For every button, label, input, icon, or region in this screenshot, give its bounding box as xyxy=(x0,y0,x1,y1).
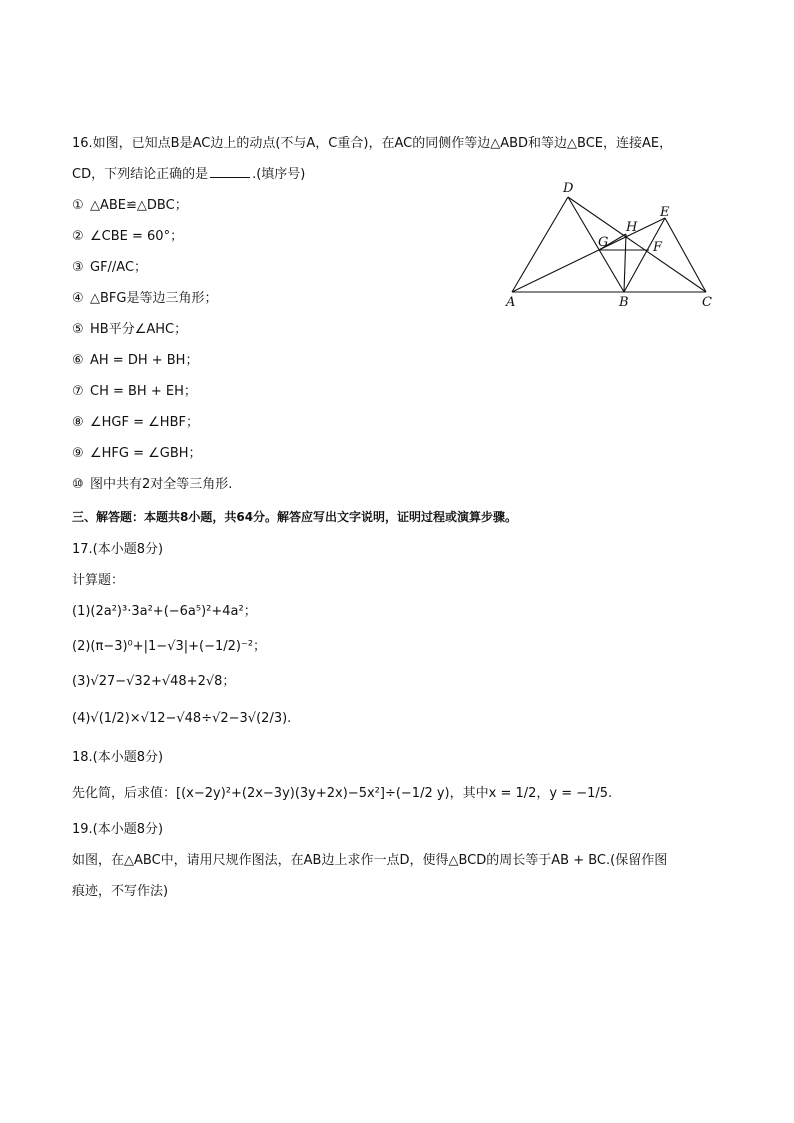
section-3-heading: 三、解答题：本题共8小题，共64分。解答应写出文字说明，证明过程或演算步骤。 xyxy=(72,510,518,524)
q16-line2-text: CD，下列结论正确的是 xyxy=(72,167,209,182)
segment-db xyxy=(568,197,624,292)
statement-10-text: 图中共有2对全等三角形. xyxy=(90,477,233,492)
q18-head: 18.(本小题8分) xyxy=(72,750,164,765)
q19-line1: 如图，在△ABC中，请用尺规作图法，在AB边上求作一点D，使得△BCD的周长等于AB + BC.(保留作图 xyxy=(72,853,668,868)
statement-5-text: HB平分∠AHC； xyxy=(90,322,188,337)
label-e: E xyxy=(660,205,670,220)
label-a: A xyxy=(506,295,516,310)
q16-line2-tail: .(填序号) xyxy=(252,167,306,182)
q16-line2 xyxy=(72,165,305,185)
statement-7: ⑦ xyxy=(72,384,84,399)
statement-8: ⑧ xyxy=(72,415,84,430)
statement-7-text: CH = BH + EH； xyxy=(90,384,197,399)
statement-5: ⑤ xyxy=(72,322,84,337)
geometry-figure xyxy=(500,178,725,313)
segment-dc xyxy=(568,197,706,292)
statement-2: ② xyxy=(72,229,84,244)
statement-4: ④ xyxy=(72,291,84,306)
segment-hb xyxy=(624,234,626,292)
statement-1-text: △ABE≌△DBC； xyxy=(90,198,188,213)
statement-9: ⑨ xyxy=(72,446,84,461)
statement-10: ⑩ xyxy=(72,477,84,492)
segment-ae xyxy=(512,218,665,292)
answer-blank xyxy=(210,165,250,178)
label-h: H xyxy=(626,220,638,235)
statement-1: ① xyxy=(72,198,84,213)
statement-6: ⑥ xyxy=(72,353,84,368)
q18-body: 先化简，后求值：[(x−2y)²+(2x−3y)(3y+2x)−5x²]÷(−1/2 y)，其中x = 1/2，y = −1/5. xyxy=(72,786,613,801)
q17-item-2: (2)(π−3)⁰+|1−√3|+(−1/2)⁻²； xyxy=(72,639,267,654)
label-d: D xyxy=(563,181,574,196)
statement-6-text: AH = DH + BH； xyxy=(90,353,199,368)
statement-4-text: △BFG是等边三角形； xyxy=(90,291,218,306)
q16-line1: 16.如图，已知点B是AC边上的动点(不与A，C重合)，在AC的同侧作等边△ABD和等边△BCE，连接AE， xyxy=(72,136,673,151)
label-f: F xyxy=(653,240,663,255)
segment-ad xyxy=(512,197,568,292)
statement-3: ③ xyxy=(72,260,84,275)
statement-8-text: ∠HGF = ∠HBF； xyxy=(90,415,199,430)
q19-line2: 痕迹，不写作法) xyxy=(72,884,169,899)
q17-intro: 计算题： xyxy=(72,573,125,588)
q17-item-1: (1)(2a²)³·3a²+(−6a⁵)²+4a²； xyxy=(72,604,257,619)
statement-2-text: ∠CBE = 60°； xyxy=(90,229,184,244)
label-b: B xyxy=(619,295,629,310)
q19-head: 19.(本小题8分) xyxy=(72,822,164,837)
q17-item-4: (4)√(1/2)×√12−√48÷√2−3√(2/3). xyxy=(72,711,292,726)
segment-ec xyxy=(665,218,706,292)
q17-head: 17.(本小题8分) xyxy=(72,542,164,557)
label-c: C xyxy=(702,295,712,310)
statement-9-text: ∠HFG = ∠GBH； xyxy=(90,446,202,461)
label-g: G xyxy=(598,235,609,250)
statement-3-text: GF//AC； xyxy=(90,260,148,275)
q17-item-3: (3)√27−√32+√48+2√8； xyxy=(72,674,236,689)
